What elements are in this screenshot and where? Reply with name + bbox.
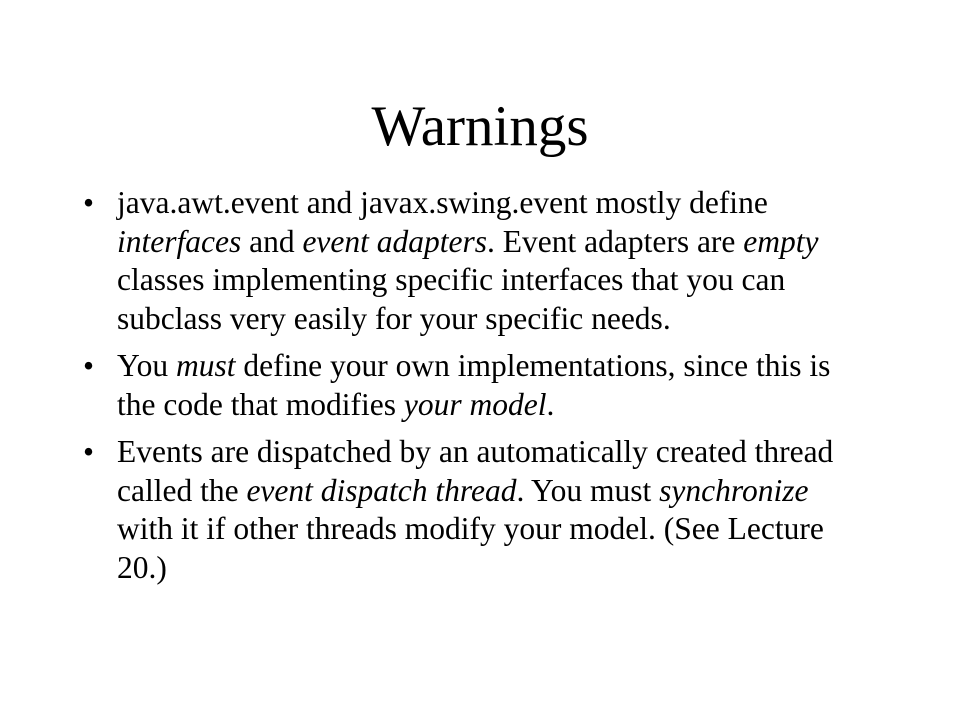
emphasized-text-run: event adapters — [302, 223, 488, 259]
text-run: java.awt.event and javax.swing.event mostly define — [117, 185, 768, 220]
text-run: and — [241, 223, 303, 259]
text-run: define your own implementations, since this is the code that modifies — [117, 348, 831, 422]
bullet-point-icon: • — [83, 185, 95, 220]
emphasized-text-run: your model — [403, 386, 547, 422]
bullet-text — [117, 348, 830, 422]
emphasized-text-run: synchronize — [659, 472, 809, 508]
bullet-point-icon: • — [83, 434, 95, 469]
emphasized-text-run: empty — [743, 223, 819, 259]
emphasized-text-run: must — [175, 348, 236, 383]
text-run: with it if other threads modify your model. (See Lecture 20.) — [117, 511, 824, 585]
bullet-item — [72, 184, 872, 338]
emphasized-text-run: interfaces — [117, 223, 242, 259]
bullet-point-icon: • — [83, 348, 95, 383]
text-run: . — [546, 386, 555, 422]
text-run: . Event adapters are — [487, 223, 744, 259]
emphasized-text-run: event dispatch thread — [246, 472, 517, 508]
text-run: You — [117, 348, 176, 383]
slide-title: Warnings — [371, 95, 589, 158]
text-run: . You must — [516, 472, 660, 508]
bullet-item — [72, 433, 872, 587]
text-run: classes implementing specific interfaces that you can subclass very easily for your specific needs. — [117, 262, 786, 336]
bullet-text — [117, 434, 833, 585]
bullet-list — [72, 184, 872, 596]
bullet-item — [72, 347, 872, 424]
bullet-text — [117, 185, 819, 336]
text-run: Events are dispatched by an automatically created thread called the — [117, 434, 834, 508]
